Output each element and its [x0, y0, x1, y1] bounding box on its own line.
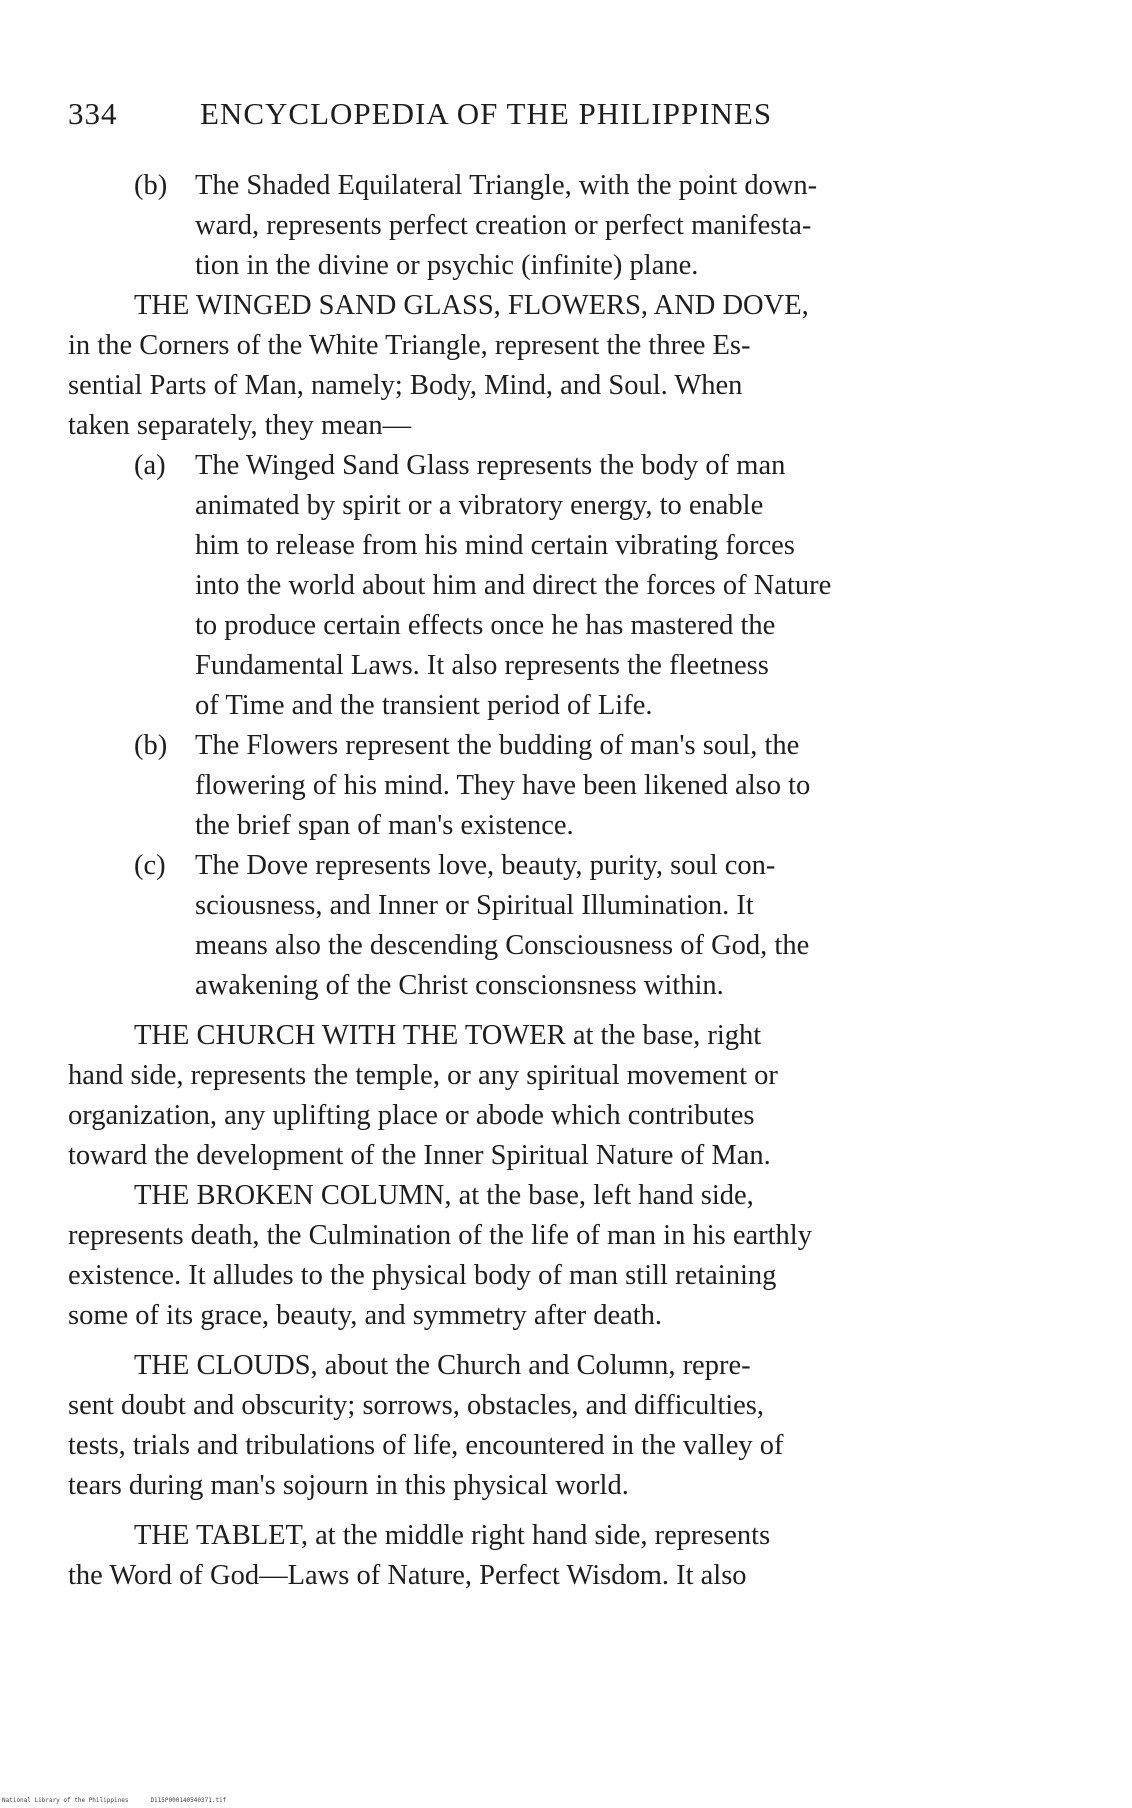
list-item-text: The Dove represents love, beauty, purity, soul con- — [195, 850, 776, 881]
paragraph-line: THE CHURCH WITH THE TOWER at the base, right — [134, 1020, 762, 1051]
list-item-line: tion in the divine or psychic (infinite) plane. — [195, 250, 699, 281]
list-item-line: awakening of the Christ conscionsness within. — [195, 970, 724, 1001]
paragraph-line: THE WINGED SAND GLASS, FLOWERS, AND DOVE, — [134, 290, 809, 321]
list-item-line — [68, 166, 1048, 206]
paragraph — [68, 1516, 1048, 1596]
list-item — [68, 446, 1048, 726]
list-item — [68, 726, 1048, 846]
list-item-line: to produce certain effects once he has mastered the — [195, 610, 776, 641]
paragraph-line: taken separately, they mean— — [68, 410, 412, 441]
list-item — [68, 846, 1048, 1006]
paragraph-line: THE CLOUDS, about the Church and Column, repre- — [134, 1350, 751, 1381]
paragraph-line: organization, any uplifting place or abode which contributes — [68, 1100, 755, 1131]
paragraph — [68, 1176, 1048, 1336]
paragraph-line: sent doubt and obscurity; sorrows, obstacles, and difficulties, — [68, 1390, 765, 1421]
paragraph-line: toward the development of the Inner Spiritual Nature of Man. — [68, 1140, 771, 1171]
paragraph-line: tests, trials and tribulations of life, encountered in the valley of — [68, 1430, 784, 1461]
paragraph-line: hand side, represents the temple, or any spiritual movement or — [68, 1060, 778, 1091]
list-item-line: ward, represents perfect creation or perfect manifesta- — [195, 210, 812, 241]
list-item-line — [68, 846, 1048, 886]
list-item-line: animated by spirit or a vibratory energy, to enable — [195, 490, 764, 521]
library-credit: National Library of the Philippines — [2, 1797, 129, 1804]
page-header — [68, 96, 988, 136]
list-item-line: means also the descending Consciousness of God, the — [195, 930, 810, 961]
list-item-label: (b) — [134, 730, 168, 761]
paragraph — [68, 286, 1048, 446]
paragraph — [68, 1016, 1048, 1176]
list-item-text: The Flowers represent the budding of man's soul, the — [195, 730, 800, 761]
paragraph — [68, 1346, 1048, 1506]
paragraph-line: THE TABLET, at the middle right hand side, represents — [134, 1520, 771, 1551]
list-item-line: flowering of his mind. They have been likened also to — [195, 770, 811, 801]
paragraph-line: tears during man's sojourn in this physical world. — [68, 1470, 629, 1501]
list-item — [68, 166, 1048, 286]
paragraph-line: in the Corners of the White Triangle, represent the three Es- — [68, 330, 751, 361]
list-item-line: into the world about him and direct the forces of Nature — [195, 570, 832, 601]
paragraph-line: the Word of God—Laws of Nature, Perfect Wisdom. It also — [68, 1560, 747, 1591]
paragraph-line: existence. It alludes to the physical body of man still retaining — [68, 1260, 777, 1291]
paragraph-line: sential Parts of Man, namely; Body, Mind, and Soul. When — [68, 370, 743, 401]
list-item-text: The Winged Sand Glass represents the body of man — [195, 450, 786, 481]
paragraph-line: THE BROKEN COLUMN, at the base, left hand side, — [134, 1180, 754, 1211]
list-item-label: (a) — [134, 450, 166, 481]
paragraph-gap — [68, 1506, 1048, 1516]
list-item-line: of Time and the transient period of Life. — [195, 690, 653, 721]
scan-footer — [2, 1797, 226, 1804]
list-item-line: the brief span of man's existence. — [195, 810, 574, 841]
list-item-line: sciousness, and Inner or Spiritual Illumination. It — [195, 890, 754, 921]
list-item-label: (c) — [134, 850, 166, 881]
paragraph-gap — [68, 1336, 1048, 1346]
paragraph-line: represents death, the Culmination of the life of man in his earthly — [68, 1220, 812, 1251]
scan-filename: D115P000140540371.tif — [150, 1797, 227, 1804]
list-item-line — [68, 446, 1048, 486]
running-title: ENCYCLOPEDIA OF THE PHILIPPINES — [200, 96, 773, 131]
list-item-label: (b) — [134, 170, 168, 201]
list-item-text: The Shaded Equilateral Triangle, with the point down- — [195, 170, 818, 201]
page-number: 334 — [68, 96, 118, 131]
list-item-line: Fundamental Laws. It also represents the fleetness — [195, 650, 769, 681]
paragraph-line: some of its grace, beauty, and symmetry after death. — [68, 1300, 663, 1331]
list-item-line — [68, 726, 1048, 766]
list-item-line: him to release from his mind certain vibrating forces — [195, 530, 795, 561]
paragraph-gap — [68, 1006, 1048, 1016]
body-text — [68, 166, 1048, 1596]
